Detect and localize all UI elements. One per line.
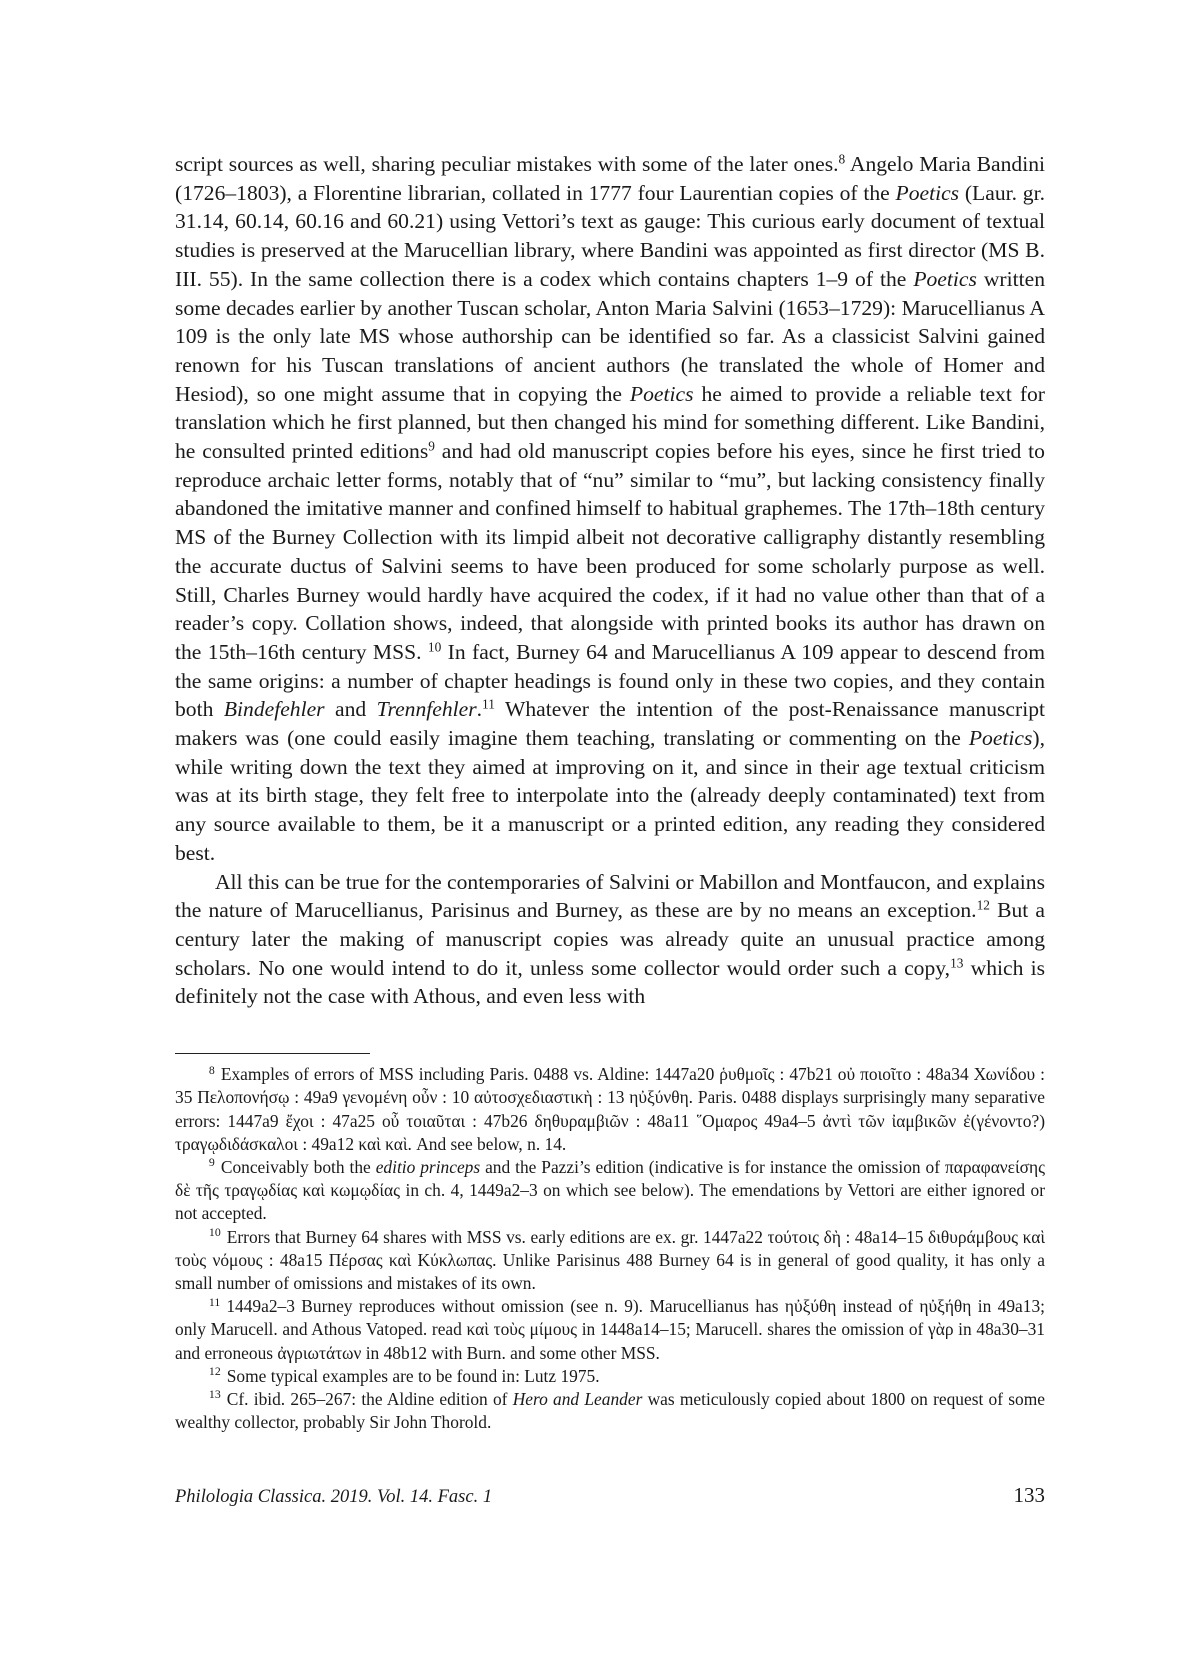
italic-text: Poetics [968,726,1033,751]
journal-citation: Philologia Classica. 2019. Vol. 14. Fasc. 1 [175,1487,493,1507]
footnote-ref: 13 [950,955,964,971]
footnote-ref: 11 [482,697,495,712]
italic-text: Poetics [895,180,960,205]
footnote-13 [175,1388,1045,1434]
text-run: But a century later the making of manuscript copies was already quite an unusual practice among scholars. No one would intend to do it, unless some collector would order such a copy, [175,898,1045,980]
footnote-ref: 11 [208,1294,221,1309]
text-run: Some typical examples are to be found in: Lutz 1975. [226,1365,600,1386]
text-run: script sources as well, sharing peculiar mistakes with some of the later ones. [175,152,839,176]
text-run: and the Pazzi’s edition (indicative is for instance the omission of παραφανείσης δὲ τῆς τραγῳδίας καὶ κωμῳδίας in ch. 4, 1449a2–3 on which see below). The emendations by Vettori are either ignored or not accepted. [175,1156,1046,1224]
italic-text: Trennfehler [376,697,477,722]
text-run: ), while writing down the text they aimed at improving on it, and since in their age textual criticism was at its birth stage, they felt free to interpolate into the (already deeply contaminated) text from any source available to them, be it a manuscript or a printed edition, any reading they considered best. [175,726,1045,865]
text-run: . [476,697,483,722]
italic-text: Bindefehler [223,697,325,722]
page-footer [175,1483,1045,1513]
page-number: 133 [1013,1483,1045,1507]
text-run: and had old manuscript copies before his eyes, since he first tried to reproduce archaic letter forms, notably that of “nu” similar to “mu”, but lacking consistency finally abandoned the imitative manner and confined himself to habitual graphemes. The 17th–18th century MS of the Burney Collection with its limpid albeit not decorative calligraphy distantly resembling the accurate ductus of Salvini seems to have been produced for some scholarly purpose as well. Still, Charles Burney would hardly have acquired the codex, if it had no value other than that of a reader’s copy. Collation shows, indeed, that alongside with printed books its author has drawn on the 15th–16th century MSS. [175,439,1045,664]
footnote-ref: 13 [208,1387,221,1402]
body-paragraph-2 [175,868,1045,1012]
page-content [175,150,1045,1434]
text-run: Errors that Burney 64 shares with MSS vs. early editions are ex. gr. 1447a22 τούτοις δὴ : 48a14–15 διθυράμβους καὶ τοὺς νόμους : 48a15 Πέρσας καὶ Κύκλωπας. Unlike Parisinus 488 Burney 64 is in general of good quality, it has only a small number of omissions and mistakes of its own. [175,1226,1045,1293]
text-run: 1449a2–3 Burney reproduces without omission (see n. 9). Marucellianus has ηὐξύθη instead of ηὐξήθη in 49a13; only Marucell. and Athous Vatoped. read καὶ τοὺς μίμους in 1448a14–15; Marucell. shares the omission of γὰρ in 48a30–31 and erroneous ἀγριωτάτων in 48b12 with Burn. and some other MSS. [175,1296,1045,1363]
footnote-8 [175,1063,1045,1156]
footnote-ref: 8 [208,1062,215,1077]
italic-text: editio princeps [375,1156,481,1177]
footnote-11 [175,1295,1045,1365]
footnote-ref: 10 [208,1225,221,1240]
text-run: which is definitely not the case with Athous, and even less with [175,955,1045,1009]
text-run: Cf. ibid. 265–267: the Aldine edition of [226,1388,513,1409]
italic-text: Poetics [913,266,977,291]
footnote-ref: 9 [208,1155,215,1170]
italic-text: Hero and Leander [512,1388,643,1409]
footnote-ref: 12 [976,897,990,913]
text-run: Conceivably both the [220,1156,376,1177]
text-run: Angelo Maria Bandini (1726–1803), a Florentine librarian, collated in 1777 four Laurentian copies of the [175,152,1045,205]
text-run: (Laur. gr. 31.14, 60.14, 60.16 and 60.21) using Vettori’s text as gauge: This curious early document of textual studies is preserved at the Marucellian library, where Bandini was appointed as first director (MS B. III. 55). In the same collection there is a codex which contains chapters 1–9 of the [175,180,1046,291]
italic-text: Poetics [629,381,694,406]
footnotes [175,1063,1045,1434]
body-paragraph-1 [175,150,1045,868]
text-run: written some decades earlier by another Tuscan scholar, Anton Maria Salvini (1653–1729): Marucellianus A 109 is the only late MS whose authorship can be identified so far. As a classicist Salvini gained renown for his Tuscan translations of ancient authors (he translated the whole of Homer and Hesiod), so one might assume that in copying the [175,266,1045,406]
footnote-10 [175,1226,1045,1296]
text-run: All this can be true for the contemporaries of Salvini or Mabillon and Montfaucon, and explains the nature of Marucellianus, Parisinus and Burney, as these are by no means an exception. [175,869,1045,923]
text-run: In fact, Burney 64 and Marucellianus A 109 appear to descend from the same origins: a number of chapter headings is found only in these two copies, and they contain both [175,639,1045,722]
footnote-ref: 9 [428,438,435,454]
footnote-ref: 8 [838,151,846,167]
text-run: he aimed to provide a reliable text for translation which he first planned, but then changed his mind for something different. Like Bandini, he consulted printed editions [175,381,1045,464]
footnote-12 [175,1365,1045,1388]
footnote-ref: 10 [427,639,442,655]
text-run: Whatever the intention of the post-Renaissance manuscript makers was (one could easily imagine them teaching, translating or commenting on the [175,697,1045,751]
text-run: Examples of errors of MSS including Paris. 0488 vs. Aldine: 1447a20 ῥυθμοῖς : 47b21 οὐ ποιοῖτο : 48a34 Χωνίδου : 35 Πελοπονήσῳ : 49a9 γενομένη οὖν : 10 αὐτοσχεδιαστικὴ : 13 ηὐξύνθη. Paris. 0488 displays surprisingly many separative errors: 1447a9 ἔχοι : 47a25 οὖ τοιαῦται : 47b26 δηθυραμβιῶν : 48a11 ῞Ομαρος 49a4–5 ἀντὶ τῶν ἰαμβικῶν ἐ(γένοντο?) τραγῳδιδάσκαλοι : 49a12 καὶ καὶ. And see below, n. 14. [175,1064,1045,1154]
footnote-ref: 12 [208,1364,221,1379]
footnote-separator [175,1053,370,1054]
footnote-9 [175,1156,1045,1226]
text-run: was meticulously copied about 1800 on request of some wealthy collector, probably Sir John Thorold. [175,1388,1045,1433]
text-run: and [324,697,377,722]
